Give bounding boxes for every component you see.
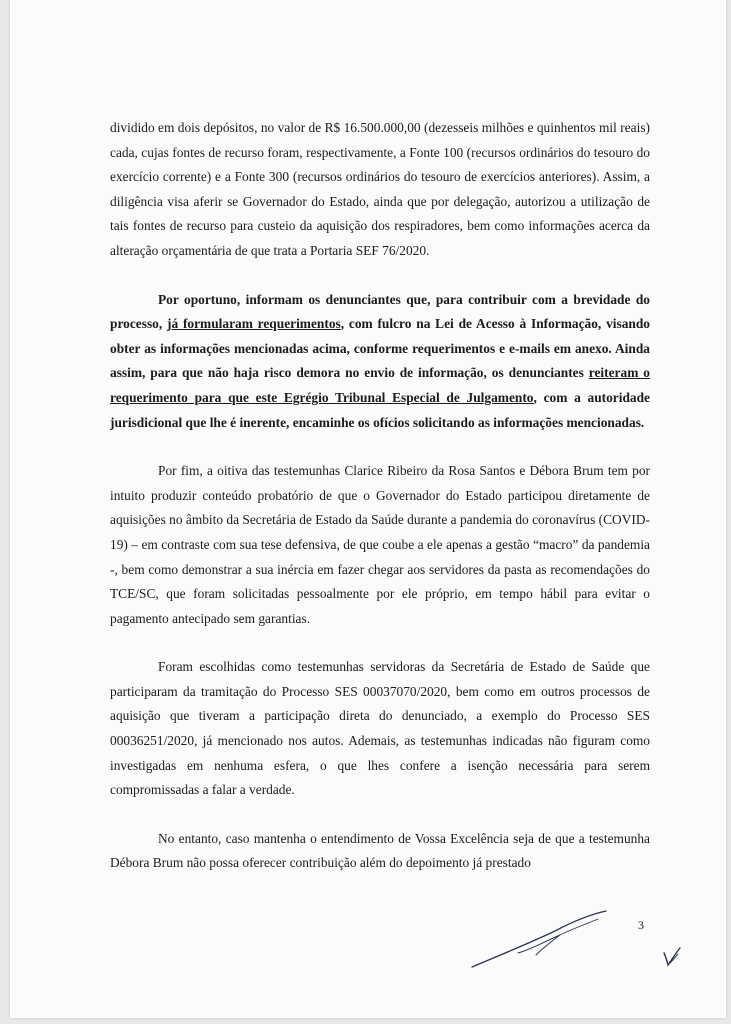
document-page (10, 0, 726, 1018)
paragraph-text: No entanto, caso mantenha o entendimento de Vossa Excelência seja de que a testemunha Débora Brum não possa oferecer contribuição além do depoimento já prestado (110, 830, 650, 871)
initial-mark-icon (660, 945, 684, 969)
paragraph-4 (110, 655, 650, 803)
paragraph-text: Foram escolhidas como testemunhas servidoras da Secretária de Estado de Saúde que participaram da tramitação do Processo SES 00037070/2020, bem como em outros processos de aquisição que tiveram a participação direta do denunciado, a exemplo do Processo SES 00036251/2020, já mencionado nos autos. Ademais, as testemunhas indicadas não figuram como investigadas em nenhuma esfera, o que lhes confere a isenção necessária para serem compromissadas a falar a verdade. (110, 659, 650, 798)
paragraph-3 (110, 459, 650, 631)
paragraph-2 (110, 288, 650, 436)
paragraph-text: , com fulcro na Lei de Acesso à Informação, visando obter as informações mencionadas acima, conforme requerimentos e e-mails em anexo. Ainda assim, para que não haja risco demora no envio de informação, os denunciantes (110, 316, 650, 381)
paragraph-text: Por oportuno, informam os denunciantes que, para contribuir com a brevidade do processo, (110, 291, 650, 332)
paragraph-text: , com a autoridade jurisdicional que lhe é inerente, encaminhe os ofícios solicitando as informações mencionadas. (110, 389, 650, 430)
paragraph-text: Por fim, a oitiva das testemunhas Clarice Ribeiro da Rosa Santos e Débora Brum tem por intuito produzir conteúdo probatório de que o Governador do Estado participou diretamente de aquisições no âmbito da Secretária de Estado da Saúde durante a pandemia do coronavírus (COVID-19) – em contraste com sua tese defensiva, de que coube a ele apenas a gestão “macro” da pandemia -, bem como demonstrar a sua inércia em fazer chegar aos servidores da pasta as recomendações do TCE/SC, que foram solicitadas pessoalmente por ele próprio, em tempo hábil para evitar o pagamento antecipado sem garantias. (110, 463, 650, 626)
signature-icon (460, 905, 620, 975)
document-body (110, 116, 650, 900)
page-number: 3 (638, 918, 644, 932)
paragraph-text: dividido em dois depósitos, no valor de R$ 16.500.000,00 (dezesseis milhões e quinhentos mil reais) cada, cujas fontes de recurso foram, respectivamente, a Fonte 100 (recursos ordinários do tesouro do exercício corrente) e a Fonte 300 (recursos ordinários do tesouro de exercícios anteriores). Assim, a diligência visa aferir se Governador do Estado, ainda que por delegação, autorizou a utilização de tais fontes de recurso para custeio da aquisição dos respiradores, bem como informações acerca da alteração orçamentária de que trata a Portaria SEF 76/2020. (110, 120, 650, 258)
underlined-text: reiteram o requerimento para que este Egrégio Tribunal Especial de Julgamento (110, 365, 650, 405)
paragraph-5 (110, 827, 650, 876)
underlined-text: já formularam requerimentos (167, 316, 341, 332)
paragraph-1 (110, 116, 650, 264)
